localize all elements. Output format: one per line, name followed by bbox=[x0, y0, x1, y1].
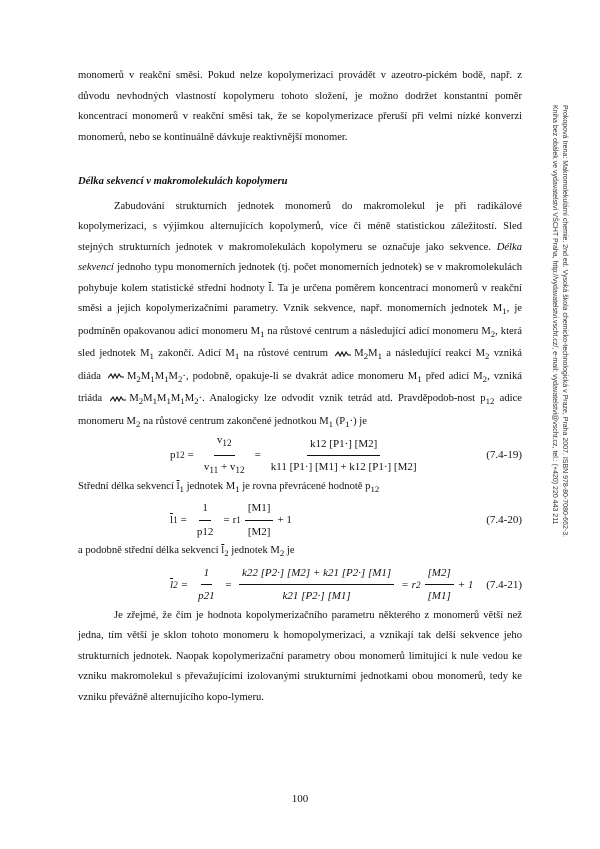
equation-number: (7.4-19) bbox=[486, 449, 522, 462]
fraction: $\frac{[M2]}{[M1]}$ bbox=[425, 563, 454, 607]
equation-7-4-19: p 12 = $\frac{v_{12}}{v_{11} + v_{12}}$ = $\frac{k12 [P1\cdot] [M2]}{k11 [P1\cdot] [M1] + k12 [P1\cdot] [M2]}$ (7.4-19) bbox=[78, 435, 522, 477]
paragraph-5: Je zřejmé, že čím je hodnota kopolymerizačního parametru některého z monomerů větší než jedna, tím větší je sklon tohoto monomeru k homopolymerizaci, a vznikají tak delší sekvence jeho strukturních jednotek. Naopak kopolymerizační parametry obou monomerů limitující k nule vedou ke vzniku makromolekul s převažujícími izolovanými strukturními jednotkami obou monomerů, tedy ke vzniku převážně alternujícího kopo-lymeru. bbox=[78, 609, 522, 703]
fraction: $\frac{1}{p21}$ bbox=[195, 563, 218, 607]
equation-number: (7.4-20) bbox=[486, 514, 522, 527]
paragraph-2: Zabudování strukturních jednotek monomerů do makromolekul je při radikálové kopolymerizaci, s výjimkou alternujících kopolymerů, více či méně statistickou záležitostí. Sled stejných strukturních jednotek v makromolekulách kopolymeru se označuje jako sekvence. Délka sekvencí jednoho typu monomerních jednotek (tj. počet monomerních jednotek) se v makromolekulách pohybuje kolem statistické střední hodnoty $\overline{l}$. Ta je určena poměrem koncentrací monomerů v reakční směsi a jejich kopolymerizačními parametry. Vznik sekvence, např. monomerních jednotek $M_1$, je podmíněn opakovanou adicí monomeru $M_1$ na růstové centrum a následující adicí monomeru $M_2$, která sled jednotek $M_1$ zakončí. Adicí $M_1$ na růstové centrum $M_2M_1$ a následující reakcí $M_2$ vzniká diáda $M_2M_1M_1M_2\cdot$, podobně, opakuje-li se dvakrát adice monomeru $M_1$ před adicí $M_2$, vzniká triáda $M_2M_1M_1M_1M_2\cdot$. Analogicky lze odvodit vznik tetrád atd. Pravděpodob-nost $p_{12}$ adice monomeru $M_2$ na růstové centrum zakončené jednotkou $M_1$ $(P_1\cdot)$ je bbox=[78, 200, 522, 430]
fraction: $\frac{1}{p12}$ bbox=[194, 498, 217, 542]
section-heading: Délka sekvencí v makromolekulách kopolymeru bbox=[78, 176, 288, 187]
chain-wave-icon bbox=[335, 350, 351, 358]
body-text bbox=[78, 66, 522, 708]
chain-wave-icon bbox=[110, 395, 126, 403]
page-number: 100 bbox=[291, 793, 309, 805]
equation-7-4-21: $\overline{l}$ 2 = $\frac{1}{p21}$ = $\frac{k22 [P2\cdot] [M2] + k21 [P2\cdot] [M1]}{k21 [P2\cdot] [M1]}$ = r 2 $\frac{[M2]}{[M1]}$ + 1 (7.4-21) bbox=[78, 564, 522, 606]
fraction: $\frac{k22 [P2\cdot] [M2] + k21 [P2\cdot] [M1]}{k21 [P2\cdot] [M1]}$ bbox=[239, 563, 394, 607]
paragraph-1: monomerů v reakční směsi. Pokud nelze kopolymerizaci provádět v azeotro-pickém bodě, např. z důvodu nevhodných vlastností kopolymeru tohoto složení, je možno dodržet konstantní poměr koncentrací monomerů v reakční směsi tak, že se kopolymerizace přeruší při velmi nízké konverzi monomerů, nebo se kontinuálně dávkuje reaktivnější monomer. bbox=[78, 70, 522, 143]
fraction: $\frac{[M1]}{[M2]}$ bbox=[245, 498, 274, 542]
sidebar-line-1: Prokopová Irena: Makromolekulární chemie. 2nd ed. Vysoká škola chemicko-technologická v Praze, Praha 2007. ISBN 978-80-7080-662-3. bbox=[561, 105, 568, 538]
fraction: $\frac{k12 [P1\cdot] [M2]}{k11 [P1\cdot] [M1] + k12 [P1\cdot] [M2]}$ bbox=[268, 434, 420, 478]
fraction: $\frac{v_{12}}{v_{11} + v_{12}}$ bbox=[201, 430, 248, 480]
sidebar-line-2: Kniha bez obálek ve vydavatelství VŠCHT Praha, http://vydavatelstvi.vscht.cz/, e-mail: vydavatelstvi@vscht.cz, tel.: (+420) 220 443 211 bbox=[551, 105, 558, 525]
copyright-sidebar bbox=[541, 105, 569, 725]
paragraph-3: Střední délka sekvencí $\overline{l}_1$ jednotek $M_1$ je rovna převrácené hodnotě $p_{12}$ bbox=[78, 480, 380, 494]
equation-number: (7.4-21) bbox=[486, 578, 522, 591]
chain-wave-icon bbox=[108, 372, 124, 380]
paragraph-4: a podobně střední délka sekvencí $\overline{l}_2$ jednotek $M_2$ je bbox=[78, 545, 295, 559]
equation-7-4-20: $\overline{l}$ 1 = $\frac{1}{p12}$ = r 1 $\frac{[M1]}{[M2]}$ + 1 (7.4-20) bbox=[78, 499, 522, 541]
